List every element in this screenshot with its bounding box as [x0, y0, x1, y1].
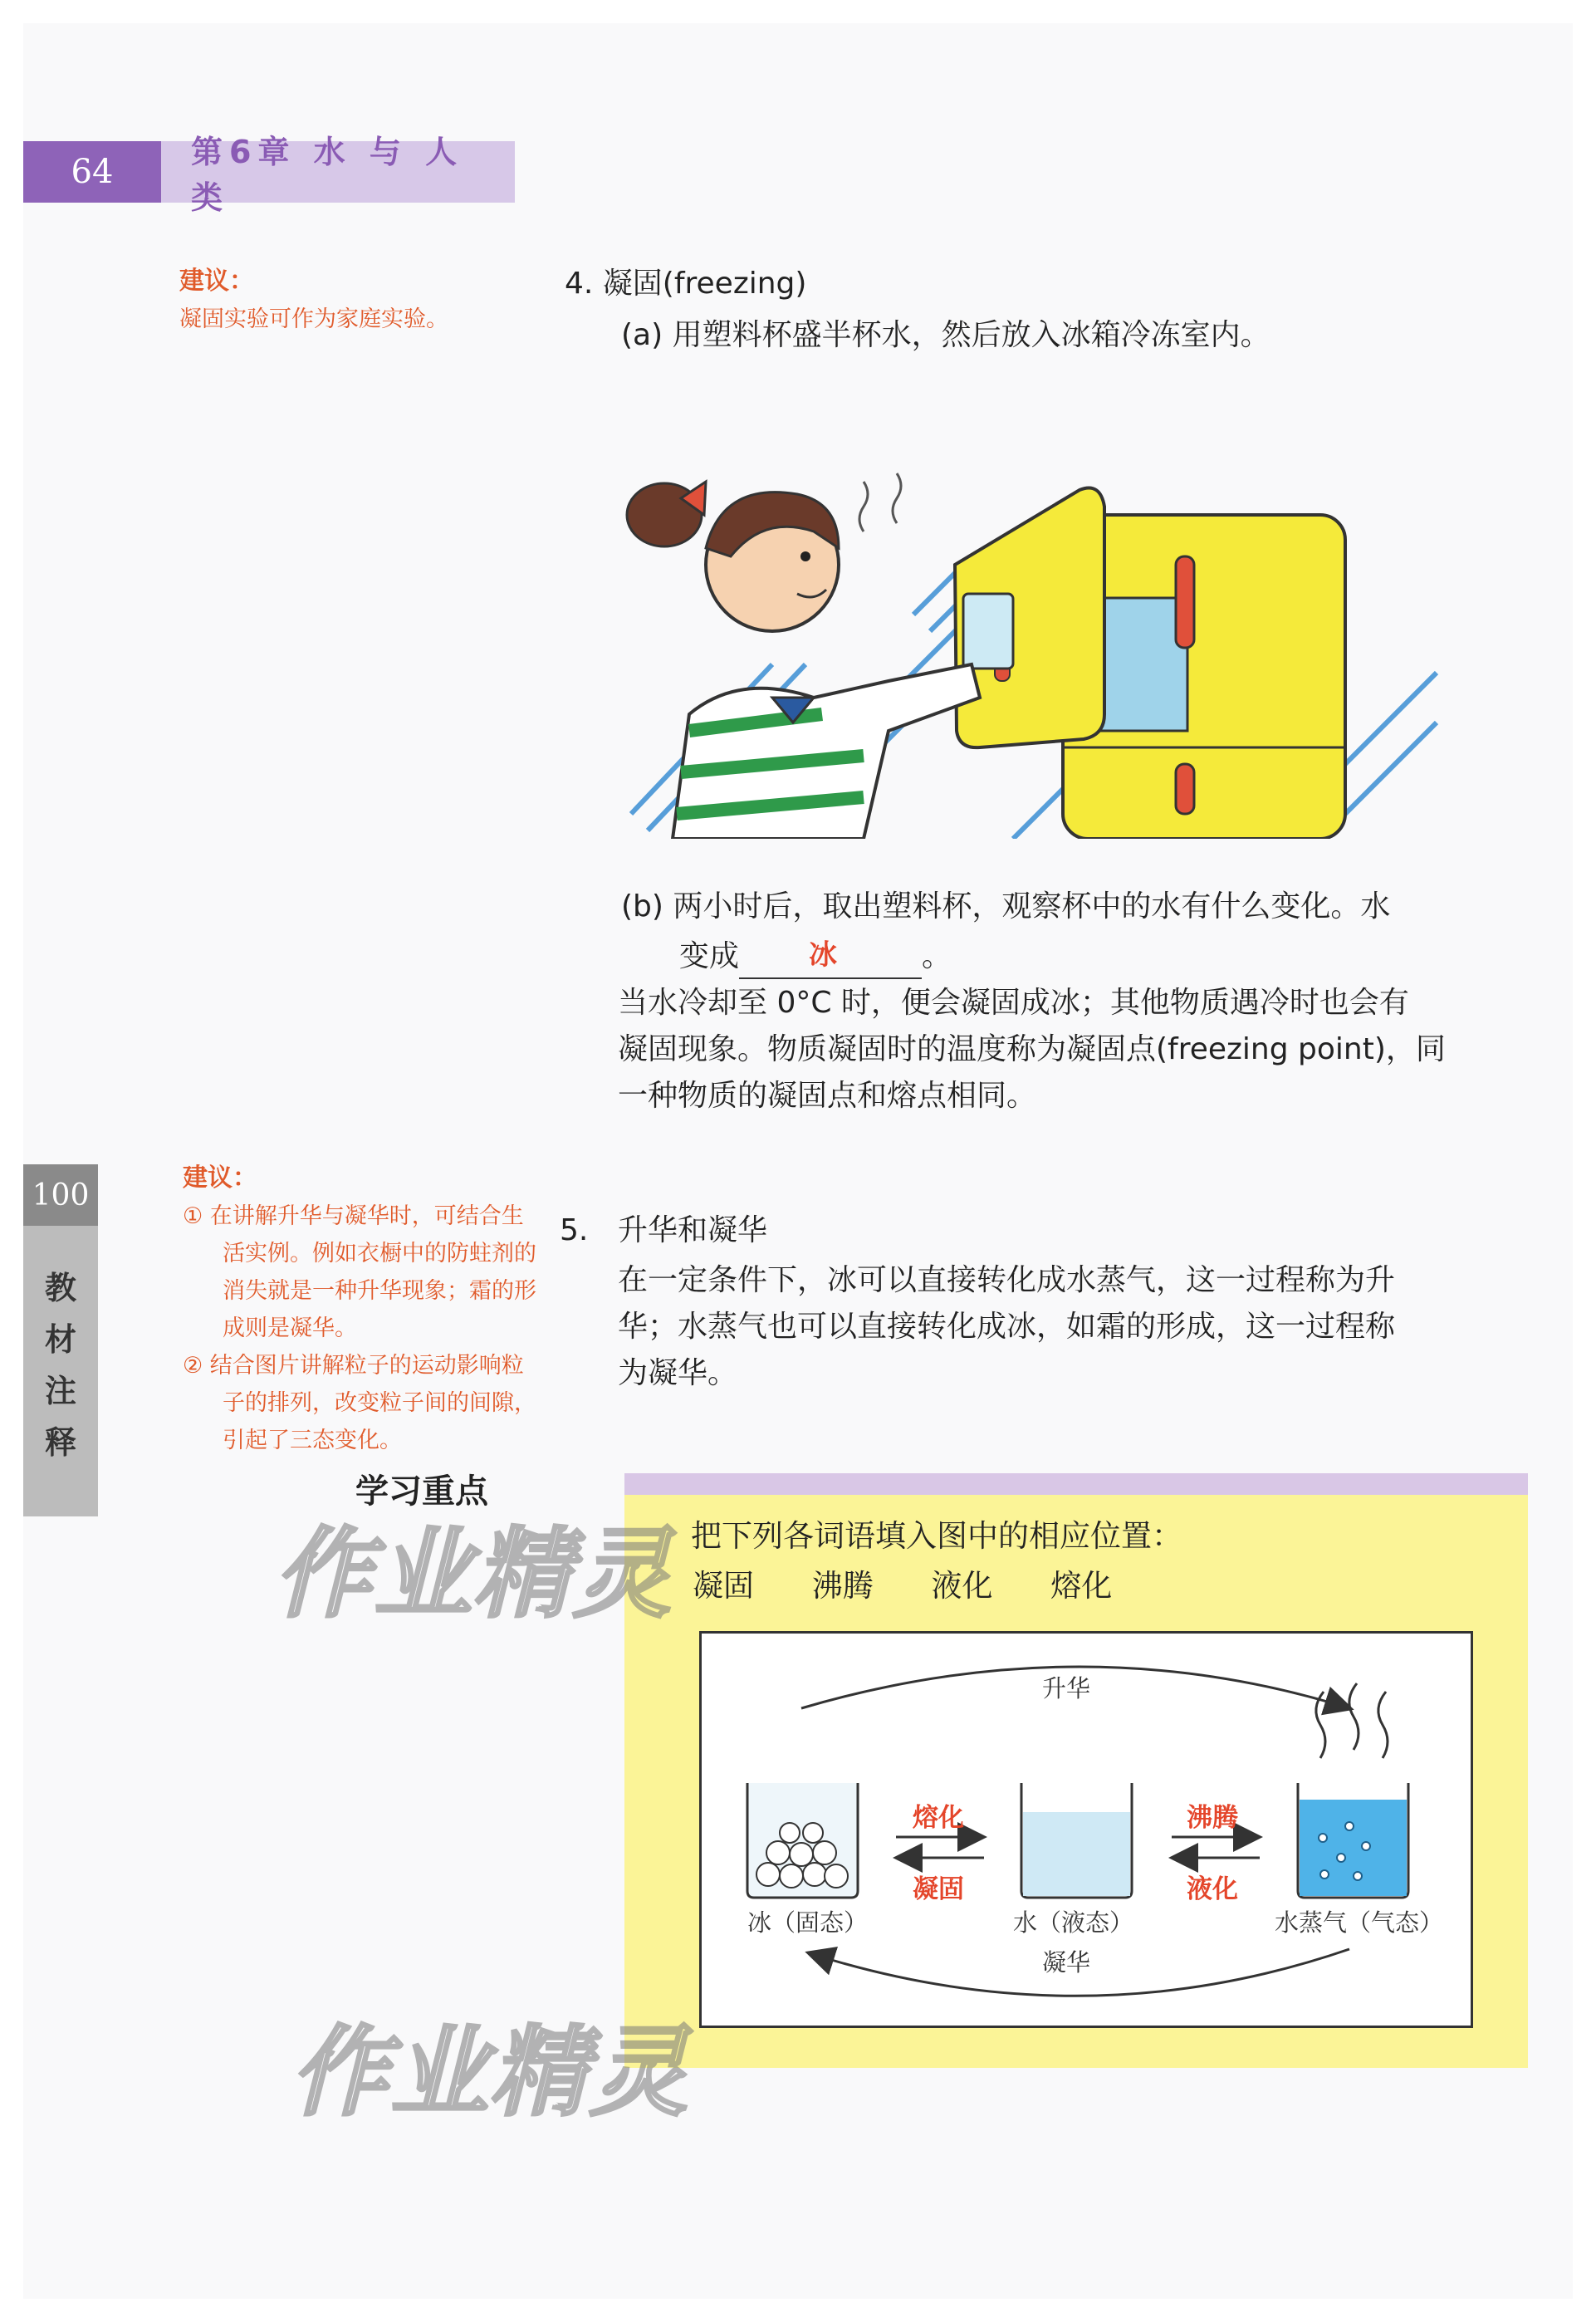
section5-p3: 为凝华。: [618, 1356, 738, 1390]
section5-p2: 华；水蒸气也可以直接转化成冰，如霜的形成，这一过程称: [618, 1310, 1396, 1344]
chapter-title: 第6章 水 与 人 类: [161, 141, 515, 203]
b-prefix: 变成: [679, 939, 740, 973]
steam-lines: [1316, 1683, 1388, 1758]
side-tab-label: [23, 1262, 98, 1468]
note-1: [179, 262, 448, 338]
word-1: 凝固: [693, 1568, 754, 1604]
answer-boiling: 沸腾: [1187, 1803, 1238, 1833]
side-tab-page-number: 100: [23, 1164, 98, 1226]
water-liquid: [1023, 1812, 1130, 1896]
focus-band: [624, 1473, 1528, 1495]
watermark-bottom: 作业精灵: [291, 2015, 690, 2129]
state-change-diagram: [699, 1631, 1473, 2028]
plastic-cup: [963, 594, 1013, 669]
section5-p1: 在一定条件下，冰可以直接转化成水蒸气，这一过程称为升: [618, 1263, 1396, 1297]
label-sublimation: 升华: [1042, 1674, 1091, 1702]
note2-line4: 成则是凝华。: [223, 1315, 357, 1341]
answer-freezing: 凝固: [913, 1874, 964, 1904]
note2-line7: 引起了三态变化。: [223, 1428, 402, 1453]
note1-title: 建议：: [179, 267, 254, 296]
label-solid: 冰（固态）: [747, 1908, 869, 1937]
section5-heading: 升华和凝华: [618, 1213, 768, 1247]
side-tab-char: 材: [44, 1321, 76, 1358]
word-2: 沸腾: [811, 1568, 874, 1604]
girl-fridge-illustration: [614, 448, 1445, 839]
note2-line5: ② 结合图片讲解粒子的运动影响粒: [183, 1353, 524, 1379]
section4-p1: 当水冷却至 0°C 时，便会凝固成冰；其他物质遇冷时也会有: [618, 986, 1409, 1020]
page-number: 64: [23, 141, 161, 203]
answer-melting: 熔化: [913, 1803, 964, 1833]
section4-heading: 4. 凝固(freezing): [565, 267, 807, 301]
label-deposition: 凝华: [1042, 1948, 1091, 1977]
focus-instruction: 把下列各词语填入图中的相应位置：: [691, 1518, 1182, 1554]
focus-words: [693, 1563, 1112, 1609]
word-4: 熔化: [1050, 1568, 1113, 1604]
note2-line3: 消失就是一种升华现象；霜的形: [223, 1278, 536, 1304]
section4-a: (a) 用塑料杯盛半杯水，然后放入冰箱冷冻室内。: [621, 318, 1270, 352]
side-tab-char: 释: [44, 1424, 76, 1461]
side-tab-char: 注: [44, 1373, 76, 1409]
section4-b-line2: [679, 933, 952, 979]
note2-line6: 子的排列，改变粒子间的间隙，: [223, 1390, 536, 1416]
note1-text: 凝固实验可作为家庭实验。: [179, 306, 448, 332]
answer-blank: [739, 938, 922, 979]
answer-condensation: 液化: [1187, 1874, 1238, 1904]
section4-b-line1: (b) 两小时后，取出塑料杯，观察杯中的水有什么变化。水: [621, 889, 1391, 923]
side-tab-char: 教: [44, 1270, 76, 1306]
watermark-top: 作业精灵: [274, 1516, 673, 1631]
note2-title: 建议：: [183, 1163, 257, 1193]
section4-p3: 一种物质的凝固点和熔点相同。: [618, 1079, 1037, 1113]
label-gas: 水蒸气（气态）: [1275, 1908, 1444, 1937]
label-liquid: 水（液态）: [1013, 1908, 1134, 1937]
section5-number: 5.: [560, 1213, 589, 1247]
boiling-water: [1300, 1800, 1407, 1896]
section4-p2: 凝固现象。物质凝固时的温度称为凝固点(freezing point)，同: [618, 1032, 1446, 1066]
word-3: 液化: [931, 1568, 993, 1604]
note2-line1: ① 在讲解升华与凝华时，可结合生: [183, 1203, 524, 1229]
note-2: [183, 1159, 573, 1459]
note2-line2: 活实例。例如衣橱中的防蛀剂的: [223, 1241, 536, 1266]
focus-title: 学习重点: [355, 1472, 488, 1511]
answer-text: 冰: [809, 938, 838, 972]
b-suffix: 。: [922, 939, 952, 973]
